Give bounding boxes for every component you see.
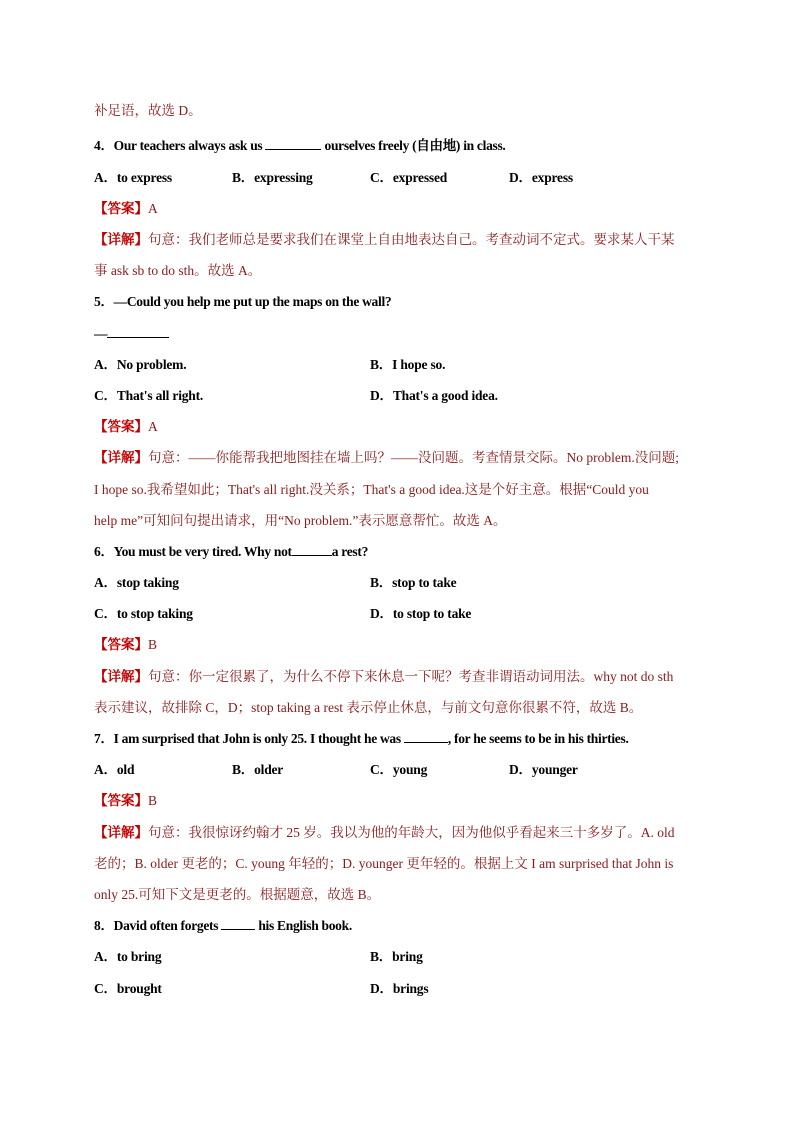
detail-text: 句意：——你能帮我把地图挂在墙上吗？——没问题。考查情景交际。No problem.没问题;	[148, 450, 679, 465]
stem-part: a rest?	[331, 544, 369, 559]
answer-blank	[292, 543, 332, 556]
question-7-stem	[94, 730, 629, 748]
answer-blank	[265, 137, 321, 150]
option-c[interactable]: C．That's all right.	[94, 388, 204, 403]
detail-text: only 25.可知下文是更老的。根据题意，故选 B。	[94, 887, 381, 902]
detail-line	[94, 449, 679, 467]
answer-value: B	[148, 637, 158, 652]
answer-line	[94, 636, 157, 654]
detail-text: I hope so.我希望如此；That's all right.没关系；That's a good idea.这是个好主意。根据“Could you	[94, 482, 649, 497]
detail-label: 【详解】	[94, 669, 148, 684]
detail-line	[94, 824, 675, 842]
option-d[interactable]: D．brings	[370, 981, 429, 996]
detail-text: help me”可知问句提出请求，用“No problem.”表示愿意帮忙。故选 A。	[94, 513, 507, 528]
option-b[interactable]: B．bring	[370, 949, 423, 964]
option-c[interactable]: C．expressed	[370, 170, 448, 185]
option-a[interactable]: A．No problem.	[94, 357, 187, 372]
intro-text: 补足语，故选 D。	[94, 103, 202, 118]
question-4-stem	[94, 137, 506, 155]
answer-line	[94, 418, 158, 436]
stem-part: 7．I am surprised that John is only 25. I thought he was	[94, 731, 404, 746]
answer-label: 【答案】	[94, 793, 148, 808]
answer-value: A	[148, 419, 158, 434]
answer-value: A	[148, 201, 158, 216]
stem-part: 8．David often forgets	[94, 918, 222, 933]
option-a[interactable]: A．old	[94, 762, 135, 777]
reply-dash: —	[94, 326, 108, 341]
question-5-reply	[94, 325, 169, 343]
detail-text: 表示建议，故排除 C，D；stop taking a rest 表示停止休息，与前文句意你很累不符，故选 B。	[94, 700, 643, 715]
option-b[interactable]: B．older	[232, 762, 284, 777]
stem-part: 4．Our teachers always ask us	[94, 138, 266, 153]
stem-part: 6．You must be very tired. Why not	[94, 544, 292, 559]
option-a[interactable]: A．stop taking	[94, 575, 179, 590]
answer-label: 【答案】	[94, 637, 148, 652]
detail-label: 【详解】	[94, 450, 148, 465]
option-c[interactable]: C．to stop taking	[94, 606, 193, 621]
answer-value: B	[148, 793, 158, 808]
detail-text: 老的；B. older 更老的；C. young 年轻的；D. younger 更年轻的。根据上文 I am surprised that John is	[94, 856, 674, 871]
option-b[interactable]: B．stop to take	[370, 575, 457, 590]
answer-label: 【答案】	[94, 201, 148, 216]
option-d[interactable]: D．That's a good idea.	[370, 388, 498, 403]
detail-label: 【详解】	[94, 232, 148, 247]
stem-part: , for he seems to be in his thirties.	[447, 731, 629, 746]
answer-line	[94, 200, 158, 218]
option-d[interactable]: D．younger	[509, 762, 578, 777]
detail-label: 【详解】	[94, 825, 148, 840]
detail-text: 事 ask sb to do sth。故选 A。	[94, 263, 262, 278]
option-b[interactable]: B．I hope so.	[370, 357, 446, 372]
question-6-stem	[94, 543, 368, 561]
option-c[interactable]: C．young	[370, 762, 428, 777]
answer-blank	[221, 917, 255, 930]
detail-text: 句意：我们老师总是要求我们在课堂上自由地表达自己。考查动词不定式。要求某人干某	[148, 232, 675, 247]
question-8-stem	[94, 917, 352, 935]
detail-text: 句意：我很惊讶约翰才 25 岁。我以为他的年龄大，因为他似乎看起来三十多岁了。A. old	[148, 825, 675, 840]
answer-blank	[404, 730, 448, 743]
question-5-stem: 5．—Could you help me put up the maps on the wall?	[94, 294, 392, 309]
detail-text: 句意：你一定很累了，为什么不停下来休息一下呢？考查非谓语动词用法。why not do sth	[148, 669, 674, 684]
stem-part: ourselves freely (自由地) in class.	[321, 138, 506, 153]
option-a[interactable]: A．to express	[94, 170, 172, 185]
answer-blank	[107, 325, 169, 338]
stem-part: his English book.	[255, 918, 352, 933]
option-d[interactable]: D．to stop to take	[370, 606, 472, 621]
detail-line	[94, 231, 675, 249]
option-d[interactable]: D．express	[509, 170, 573, 185]
detail-line	[94, 668, 673, 686]
option-a[interactable]: A．to bring	[94, 949, 162, 964]
option-b[interactable]: B．expressing	[232, 170, 313, 185]
answer-label: 【答案】	[94, 419, 148, 434]
answer-line	[94, 792, 157, 810]
option-c[interactable]: C．brought	[94, 981, 162, 996]
